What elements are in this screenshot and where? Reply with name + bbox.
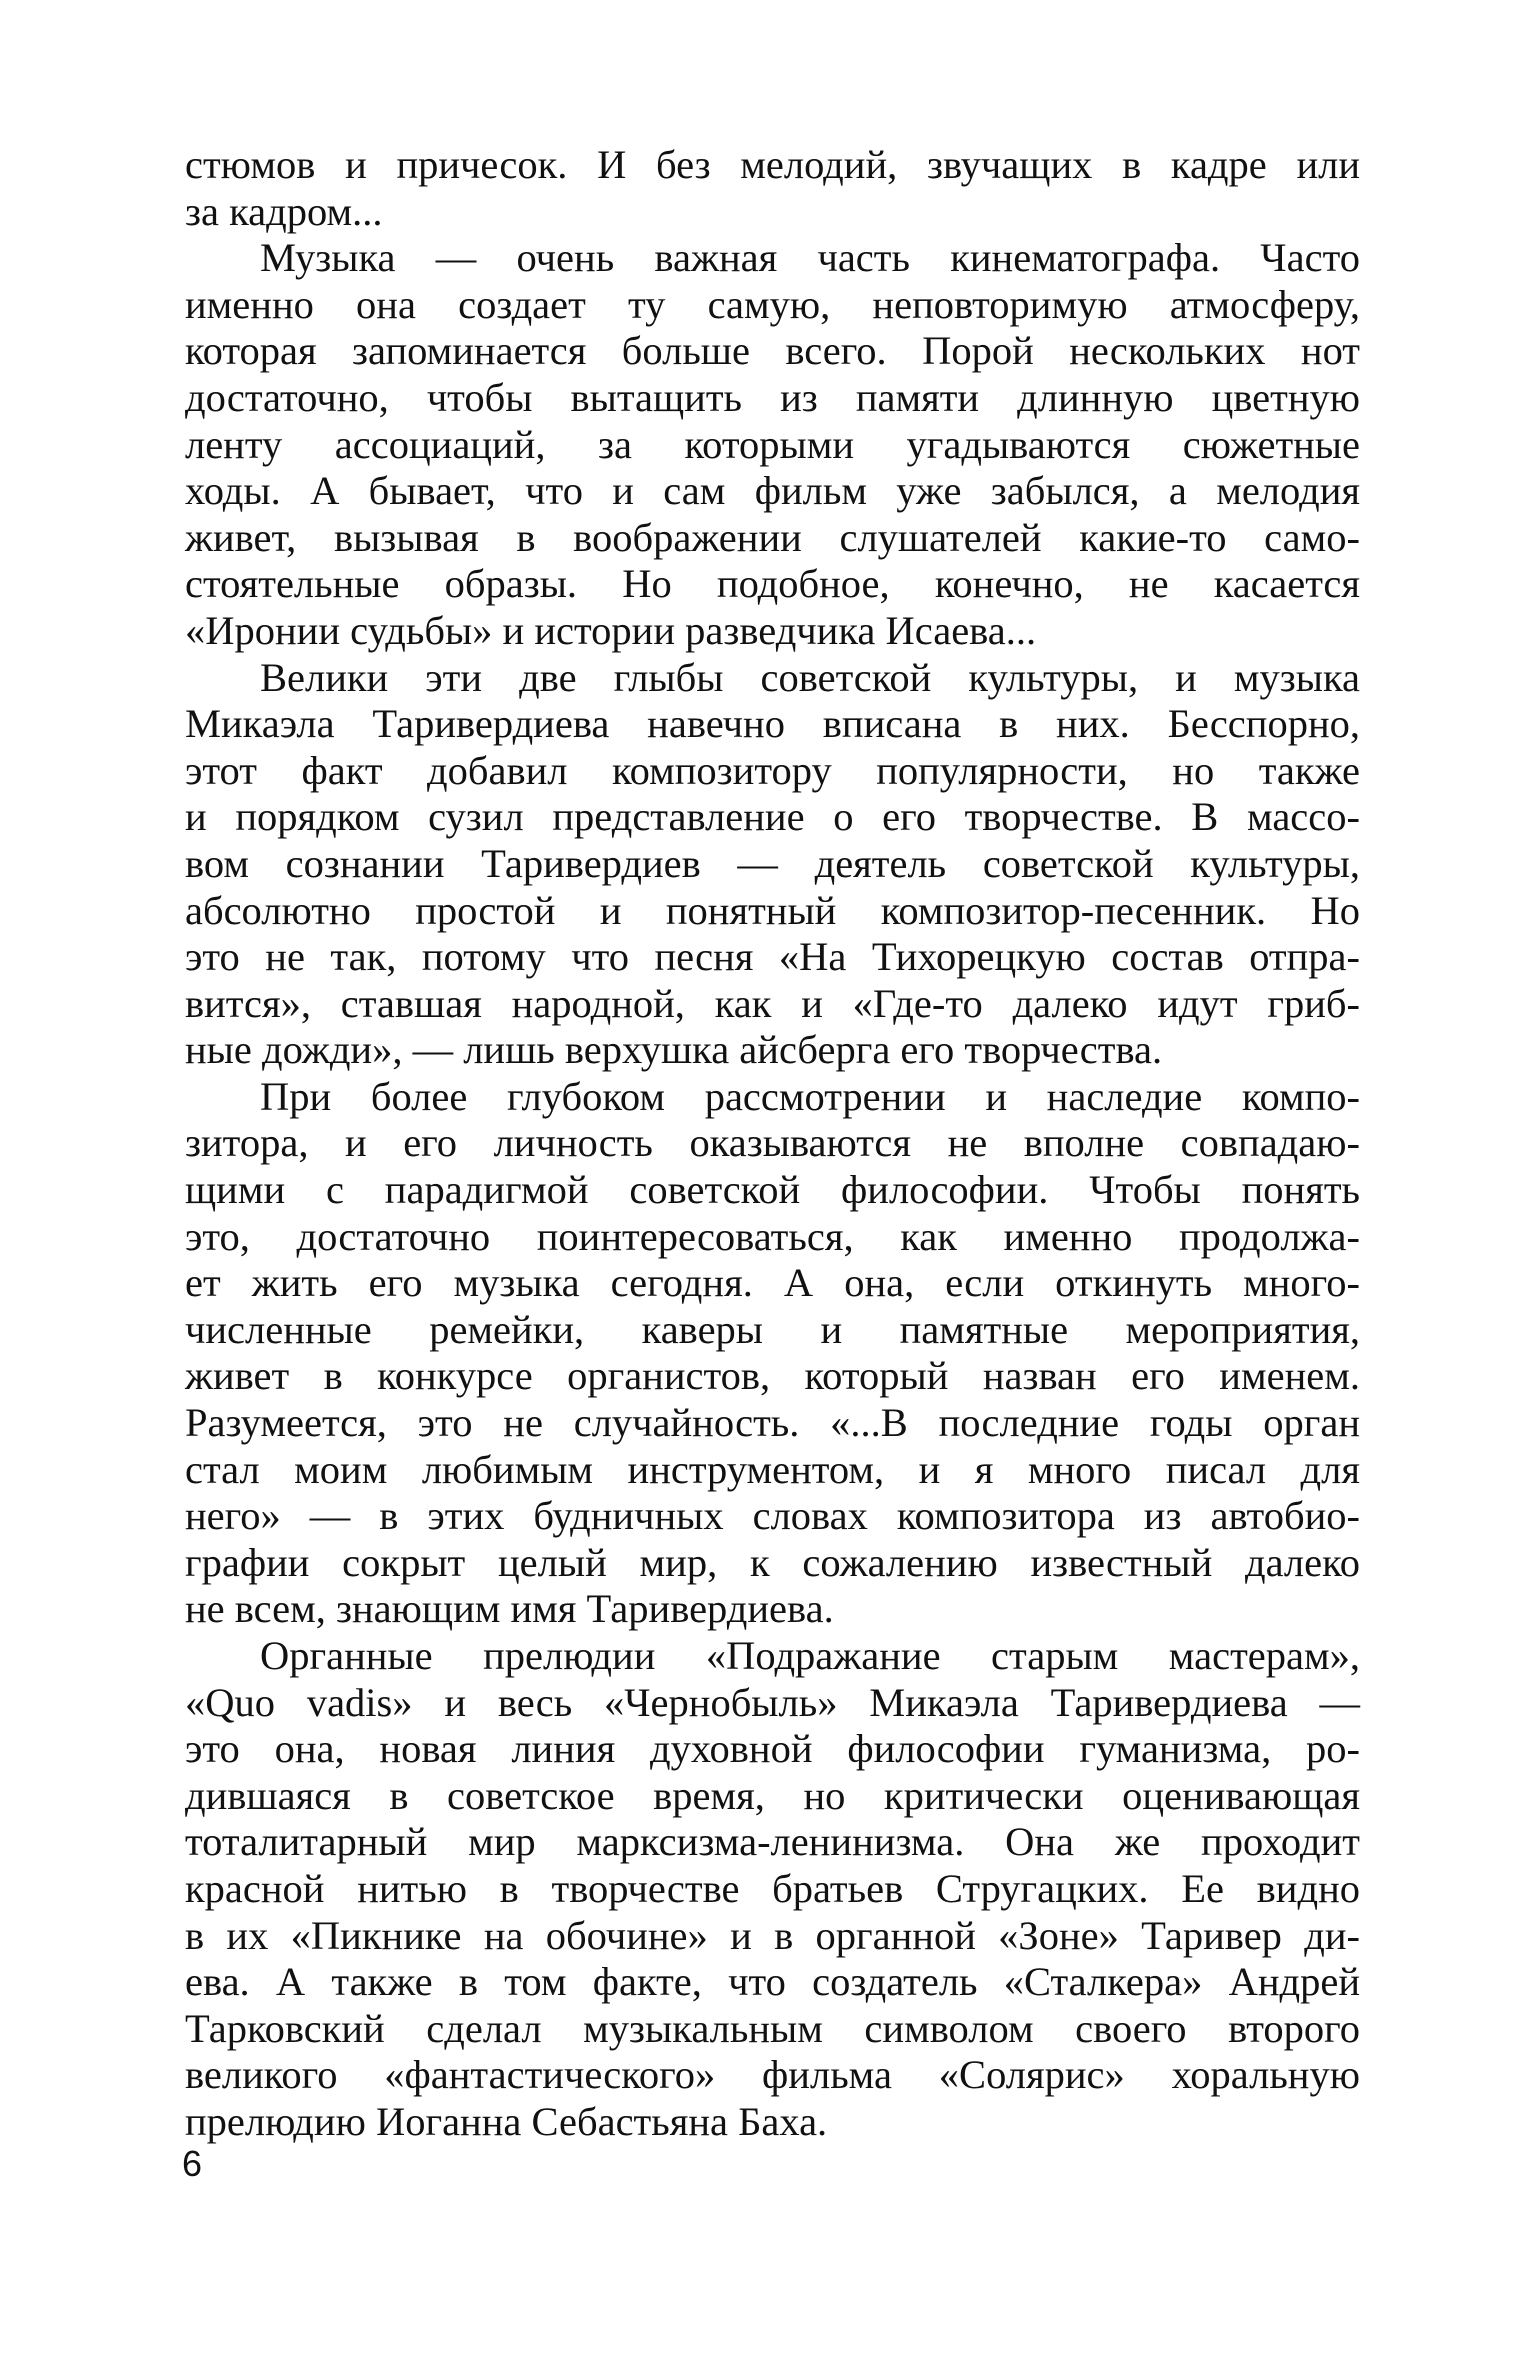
text-line: красной нитью в творчестве братьев Стругацких. Ее видно	[185, 1865, 1360, 1911]
paragraph	[185, 142, 1360, 235]
text-line: которая запоминается больше всего. Порой нескольких нот	[185, 328, 1360, 374]
text-line: абсолютно простой и понятный композитор-песенник. Но	[185, 887, 1360, 933]
paragraph	[185, 1633, 1360, 2146]
text-line: великого «фантастического» фильма «Солярис» хоральную	[185, 2052, 1360, 2098]
text-line: вится», ставшая народной, как и «Где-то далеко идут гриб-	[185, 980, 1360, 1026]
text-line: именно она создает ту самую, неповторимую атмосферу,	[185, 281, 1360, 327]
text-line: графии сокрыт целый мир, к сожалению известный далеко	[185, 1539, 1360, 1585]
text-line: ленту ассоциаций, за которыми угадываются сюжетные	[185, 421, 1360, 467]
text-line: При более глубоком рассмотрении и наследие компо-	[260, 1073, 1360, 1119]
page-number: 6	[182, 2143, 203, 2184]
text-line: это, достаточно поинтересоваться, как именно продолжа-	[185, 1213, 1360, 1259]
text-line: зитора, и его личность оказываются не вполне совпадаю-	[185, 1120, 1360, 1166]
paragraph	[185, 1074, 1360, 1633]
text-line: Микаэла Таривердиева навечно вписана в них. Бесспорно,	[185, 701, 1360, 747]
text-line: в их «Пикнике на обочине» и в органной «Зоне» Таривер ди-	[185, 1912, 1360, 1958]
text-line: стал моим любимым инструментом, и я много писал для	[185, 1446, 1360, 1492]
text-line: тоталитарный мир марксизма-ленинизма. Она же проходит	[185, 1819, 1360, 1865]
text-line: этот факт добавил композитору популярности, но также	[185, 747, 1360, 793]
text-line: «Иронии судьбы» и истории разведчика Исаева...	[185, 607, 1037, 653]
text-line: ева. А также в том факте, что создатель «Сталкера» Андрей	[185, 1959, 1360, 2005]
text-line: дившаяся в советское время, но критически оценивающая	[185, 1772, 1360, 1818]
text-line: «Quo vadis» и весь «Чернобыль» Микаэла Таривердиева —	[185, 1679, 1360, 1725]
text-line: ные дожди», — лишь верхушка айсберга его творчества.	[185, 1027, 1163, 1073]
text-line: Тарковский сделал музыкальным символом своего второго	[185, 2005, 1360, 2051]
text-line: не всем, знающим имя Таривердиева.	[185, 1586, 834, 1632]
body-text	[185, 142, 1360, 2146]
text-line: Велики эти две глыбы советской культуры, и музыка	[260, 654, 1360, 700]
text-line: ет жить его музыка сегодня. А она, если откинуть много-	[185, 1260, 1360, 1306]
text-line: Музыка — очень важная часть кинематографа. Часто	[260, 235, 1360, 281]
text-line: вом сознании Таривердиев — деятель советской культуры,	[185, 840, 1360, 886]
paragraph	[185, 235, 1360, 654]
text-line: ходы. А бывает, что и сам фильм уже забылся, а мелодия	[185, 468, 1360, 514]
text-line: щими с парадигмой советской философии. Чтобы понять	[185, 1167, 1360, 1213]
text-line: него» — в этих будничных словах композитора из автобио-	[185, 1493, 1360, 1539]
text-line: и порядком сузил представление о его творчестве. В массо-	[185, 794, 1360, 840]
text-line: стоятельные образы. Но подобное, конечно, не касается	[185, 561, 1360, 607]
text-line: это не так, потому что песня «На Тихорецкую состав отпра-	[185, 934, 1360, 980]
text-line: численные ремейки, каверы и памятные мероприятия,	[185, 1306, 1360, 1352]
text-line: живет, вызывая в воображении слушателей какие-то само-	[185, 514, 1360, 560]
text-line: прелюдию Иоганна Себастьяна Баха.	[185, 2098, 828, 2144]
text-line: за кадром...	[185, 188, 383, 234]
paragraph	[185, 655, 1360, 1074]
text-line: стюмов и причесок. И без мелодий, звучащих в кадре или	[185, 142, 1360, 187]
text-line: это она, новая линия духовной философии гуманизма, ро-	[185, 1726, 1360, 1772]
text-line: Органные прелюдии «Подражание старым мастерам»,	[260, 1633, 1360, 1678]
text-line: Разумеется, это не случайность. «...В последние годы орган	[185, 1400, 1360, 1446]
text-line: живет в конкурсе органистов, который назван его именем.	[185, 1353, 1360, 1399]
text-line: достаточно, чтобы вытащить из памяти длинную цветную	[185, 374, 1360, 420]
